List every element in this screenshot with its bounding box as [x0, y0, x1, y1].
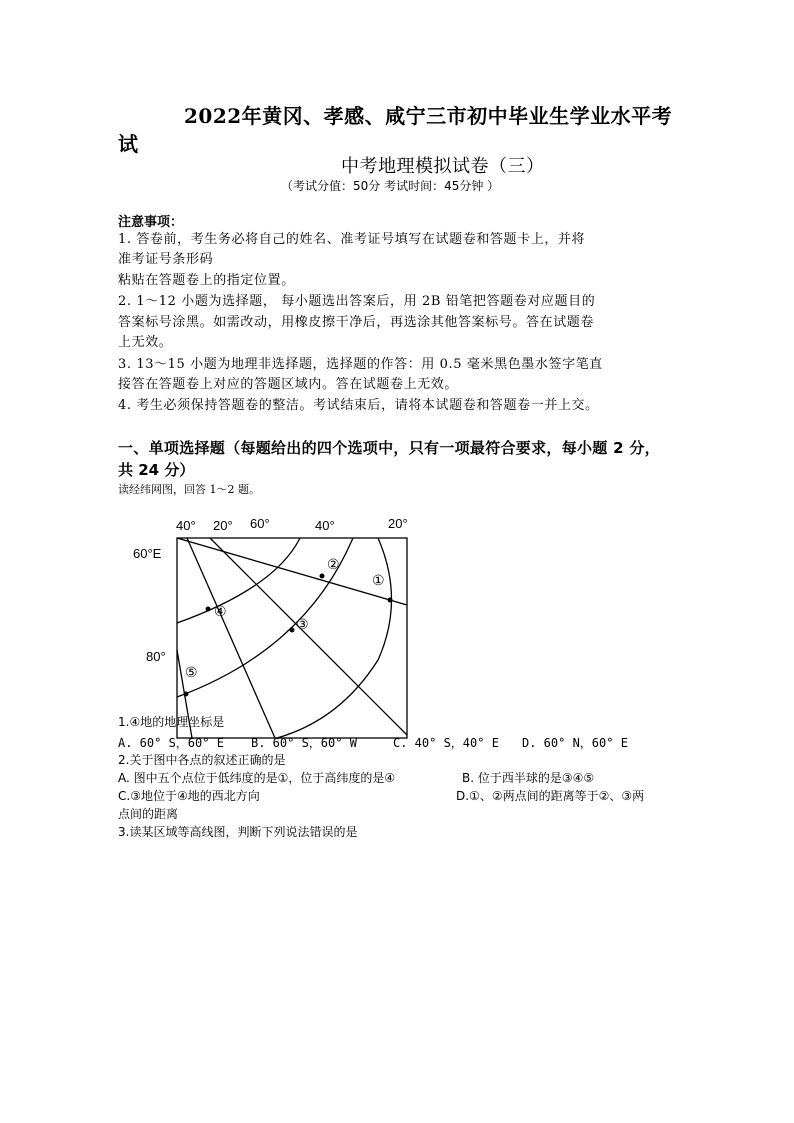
point-3-label: ③: [296, 616, 309, 632]
note-line: 1. 答卷前，考生务必将自己的姓名、准考证号填写在试题卷和答题卡上，并将: [118, 232, 586, 247]
point-4-label: ④: [214, 603, 227, 619]
title-line-1: 2022年黄冈、孝感、咸宁三市初中毕业生学业水平考: [184, 104, 673, 128]
question-3-stem: 3.读某区域等高线图，判断下列说法错误的是: [118, 825, 358, 839]
note-line: 接答在答题卷上对应的答题区域内。答在试题卷上无效。: [118, 377, 459, 392]
q2-option-d: D.①、②两点间的距离等于②、③两: [456, 789, 645, 803]
note-line: 上无效。: [118, 335, 173, 350]
point-2-marker: [320, 574, 325, 579]
exam-title: 中考地理模拟试卷（三）: [341, 156, 545, 177]
q1-option-a: A. 60° S，60° E: [118, 736, 224, 750]
grid-line: [210, 538, 407, 735]
left-label-80: 80°: [146, 649, 166, 664]
point-1-marker: [388, 598, 393, 603]
point-1-label: ①: [372, 572, 385, 588]
top-label-20: 20°: [213, 518, 233, 533]
q2-option-a: A. 图中五个点位于低纬度的是①，位于高纬度的是④: [118, 771, 396, 785]
section-heading: 一、单项选择题（每题给出的四个选项中，只有一项最符合要求，每小题 2 分，: [118, 439, 660, 457]
point-5-label: ⑤: [185, 664, 198, 680]
note-line: 2. 1～12 小题为选择题， 每小题选出答案后，用 2B 铅笔把答题卷对应题目的: [118, 294, 596, 309]
point-3-marker: [290, 628, 295, 633]
note-line: 答案标号涂黑。如需改动，用橡皮擦干净后，再选涂其他答案标号。答在试题卷: [118, 315, 595, 330]
section-heading-cont: 共 24 分）: [118, 461, 195, 479]
map-frame: [177, 538, 407, 738]
note-line: 3. 13～15 小题为地理非选择题，选择题的作答：用 0.5 毫米黑色墨水签字笔直: [118, 357, 603, 372]
exam-subtitle: （考试分值：50分 考试时间：45分钟 ）: [281, 179, 500, 193]
q2-option-b: B. 位于西半球的是③④⑤: [462, 771, 595, 785]
point-4-marker: [206, 607, 211, 612]
note-line: 准考证号条形码: [118, 252, 214, 267]
q1-option-c: C. 40° S，40° E: [393, 736, 499, 750]
left-label-60e: 60°E: [133, 546, 162, 561]
q2-option-c: C.③地位于④地的西北方向: [118, 789, 260, 803]
top-label-60: 60°: [250, 516, 270, 531]
section-instruction: 读经纬网图，回答 1～2 题。: [118, 483, 260, 496]
q1-option-b: B. 60° S，60° W: [251, 736, 357, 750]
title-line-2: 试: [118, 132, 138, 156]
point-2-label: ②: [327, 556, 340, 572]
question-2-stem: 2.关于图中各点的叙述正确的是: [118, 753, 286, 767]
top-label-40: 40°: [176, 518, 196, 533]
point-5-marker: [184, 692, 189, 697]
top-label-20b: 20°: [388, 516, 408, 531]
note-line: 4. 考生必须保持答题卷的整洁。考试结束后，请将本试题卷和答题卷一并上交。: [118, 398, 599, 413]
notes-heading: 注意事项：: [118, 215, 184, 230]
q2-option-d-cont: 点间的距离: [118, 807, 179, 821]
question-1-stem: 1.④地的地理坐标是: [118, 715, 225, 729]
top-label-40b: 40°: [315, 518, 335, 533]
grid-line: [187, 538, 275, 738]
q1-option-d: D. 60° N，60° E: [522, 736, 628, 750]
note-line: 粘贴在答题卷上的指定位置。: [118, 273, 295, 288]
